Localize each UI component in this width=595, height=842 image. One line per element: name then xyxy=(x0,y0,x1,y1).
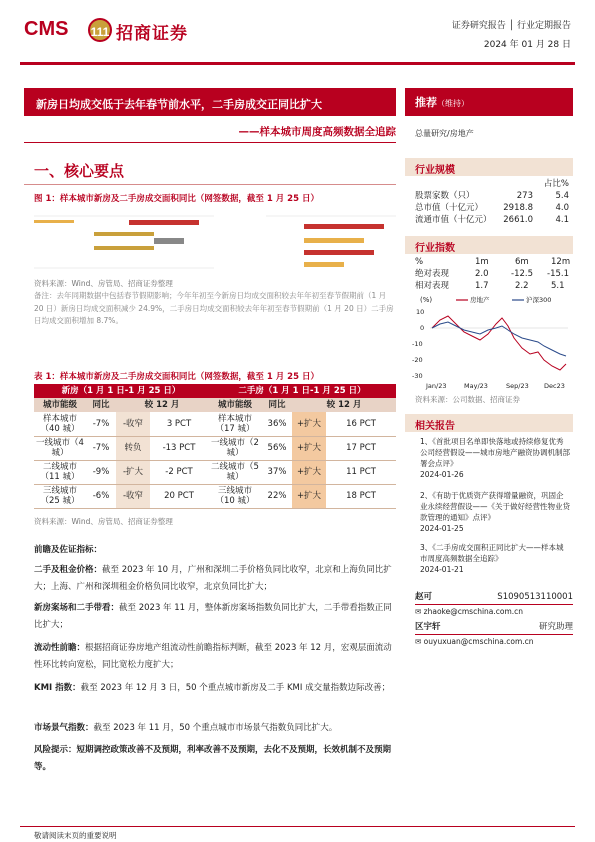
perf-row xyxy=(415,190,573,202)
section-divider xyxy=(24,184,396,185)
analyst-1 xyxy=(415,590,573,619)
idx-row xyxy=(415,268,573,280)
footer-divider xyxy=(20,826,575,827)
industry-size-heading: 行业规模 xyxy=(405,158,573,176)
table-group-header xyxy=(34,384,396,398)
new-home-header: 新房（1 月 1 日-1 月 25 日） xyxy=(34,384,208,398)
para-kmi xyxy=(34,680,396,697)
para-text: 根据招商证券房地产组流动性前瞻指标判断，截至 2023 年 12 月，宏观层面流动性环比转向宽松，同比宽松力度扩大； xyxy=(34,643,392,670)
pct-header xyxy=(415,178,573,190)
table-cell: 三线城市（10 城） xyxy=(208,484,262,508)
para-text: 截至 2023 年 11 月，50 个重点城市市场景气指数负同比扩大。 xyxy=(93,723,338,733)
table-cell: 18 PCT xyxy=(326,484,396,508)
logo-cms: CMS xyxy=(24,18,69,40)
table-cell: 11 PCT xyxy=(326,460,396,484)
footer-note: 敬请阅读末页的重要说明 xyxy=(34,831,117,840)
table-cell: -6% xyxy=(86,484,116,508)
bar-mark xyxy=(94,232,154,236)
table-cell: 17 PCT xyxy=(326,436,396,460)
analyst-email-row: ✉ zhaoke@cmschina.com.cn xyxy=(415,607,524,616)
para-text: 短期调控政策改善不及预期，利率改善不及预期，去化不及预期，长效机制不及预期等。 xyxy=(34,745,392,772)
table-cell: +扩大 xyxy=(292,412,326,436)
report-date: 2024-01-25 xyxy=(420,524,464,533)
idx-col: % xyxy=(415,257,424,267)
table-col-header xyxy=(34,398,396,412)
table-cell: 三线城市（25 城） xyxy=(34,484,86,508)
subtitle-divider xyxy=(24,142,396,143)
col-header: 同比 xyxy=(86,398,116,412)
col-header: 城市能级 xyxy=(208,398,262,412)
chart-unit: (%) xyxy=(420,296,433,304)
perf-key: 股票家数（只） xyxy=(415,191,475,201)
industry-index-heading: 行业指数 xyxy=(405,236,573,254)
header-right xyxy=(452,17,571,55)
report-title[interactable]: 2、《有助于优质资产获得增量融资，巩固企业永续经营假设——《关于做好经营性物业贷款管理的通知》点评》 xyxy=(420,491,570,522)
figure-note: 备注：去年同期数据中包括春节假期影响；今年年初至今新房日均成交面积较去年年初至春节假期前（1 月 20 日）新房日均成交面积减少 24.9%，二手房日均成交面积较去年年初至春节假期前（1 月 20 日）二手房日均成交面积增加 8.7%。 xyxy=(34,291,394,325)
table-cell: -收窄 xyxy=(116,484,150,508)
second-home-header: 二手房（1 月 1 日-1 月 25 日） xyxy=(208,384,396,398)
analyst-id: 研究助理 xyxy=(538,622,573,632)
perf-key: 流通市值（十亿元） xyxy=(415,215,492,225)
doc-date: 2024 年 01 月 28 日 xyxy=(483,40,571,50)
para-visits xyxy=(34,600,396,634)
idx-cell: -12.5 xyxy=(511,269,533,279)
table-cell: 二线城市（5 城） xyxy=(208,460,262,484)
category: 总量研究/房地产 xyxy=(415,129,474,138)
perf-value: 2918.8 xyxy=(503,203,533,213)
table-cell: +扩大 xyxy=(292,460,326,484)
perf-value: 273 xyxy=(516,191,533,201)
idx-col: 1m xyxy=(475,257,489,267)
legend-real-estate: 房地产 xyxy=(470,296,490,304)
report-title[interactable]: 1、《首批项目名单即快落地或持续修复优秀公司经营假设——城市房地产融资协调机制部署会点评》 xyxy=(420,437,570,468)
idx-col: 12m xyxy=(551,257,571,267)
analyst-email[interactable]: zhaoke@cmschina.com.cn xyxy=(423,607,524,616)
legend-mark xyxy=(34,220,74,223)
idx-cell: -15.1 xyxy=(547,269,569,279)
table-cell: 样本城市（40 城） xyxy=(34,412,86,436)
report-item[interactable] xyxy=(420,542,570,575)
logo-cn: 招商证券 xyxy=(116,24,188,44)
y-tick: -30 xyxy=(412,372,423,380)
table-cell: 转负 xyxy=(116,436,150,460)
table-cell: -7% xyxy=(86,436,116,460)
y-tick: 10 xyxy=(416,308,425,316)
table-cell: -13 PCT xyxy=(150,436,208,460)
para-key: KMI 指数： xyxy=(34,683,81,693)
figure-title: 图 1：样本城市新房及二手房成交面积同比（网签数据，截至 1 月 25 日） xyxy=(34,194,319,204)
table-cell: 22% xyxy=(262,484,292,508)
bar-mark xyxy=(304,238,364,243)
figure-1-charts xyxy=(34,208,396,274)
idx-cell: 2.0 xyxy=(475,269,489,279)
index-chart xyxy=(412,294,572,390)
analyst-name: 区宇轩 xyxy=(415,622,441,632)
table-cell: -7% xyxy=(86,412,116,436)
col-header: 城市能级 xyxy=(34,398,86,412)
analyst-email[interactable]: ouyuxuan@cmschina.com.cn xyxy=(423,637,534,646)
rating-box xyxy=(405,88,573,116)
para-liquidity xyxy=(34,640,396,674)
para-sentiment xyxy=(34,720,396,737)
col-header: 较 12 月 xyxy=(292,398,396,412)
analyst-line xyxy=(415,590,573,605)
x-tick: Jan/23 xyxy=(426,382,447,390)
chart-source: 资料来源：公司数据、招商证券 xyxy=(415,395,520,404)
report-item[interactable] xyxy=(420,436,570,480)
x-tick: Dec23 xyxy=(544,382,565,390)
bar-mark xyxy=(304,262,344,267)
idx-header xyxy=(415,256,573,268)
perf-key: 总市值（十亿元） xyxy=(415,203,484,213)
pct-label: 占比% xyxy=(543,179,569,189)
table-cell: +扩大 xyxy=(292,436,326,460)
para-price xyxy=(34,562,396,596)
x-tick: Sep/23 xyxy=(506,382,529,390)
table-row xyxy=(34,436,396,460)
para-text: 截至 2023 年 12 月 3 日，50 个重点城市新房及二手 KMI 成交量指数边际改善； xyxy=(80,683,391,693)
table-cell: 一线城市（4 城） xyxy=(34,436,86,460)
table-cell: 37% xyxy=(262,460,292,484)
bar-mark xyxy=(304,224,384,229)
para-key: 市场景气指数： xyxy=(34,723,94,733)
para-key: 风险提示： xyxy=(34,745,77,755)
table-cell: -2 PCT xyxy=(150,460,208,484)
report-date: 2024-01-26 xyxy=(420,470,464,479)
idx-col: 6m xyxy=(515,257,529,267)
para-text: 截至 2023 年 10 月，广州和深圳二手价格负同比收窄，北京和上海负同比扩大；上海、广州和深圳租金价格负同比收窄，北京负同比扩大； xyxy=(34,565,392,592)
indicator-label: 前瞻及佐证指标： xyxy=(34,545,103,555)
idx-cell: 1.7 xyxy=(475,281,489,291)
analyst-name: 赵可 xyxy=(415,592,433,602)
table-row xyxy=(34,460,396,484)
header-divider xyxy=(20,62,575,65)
table-cell: 20 PCT xyxy=(150,484,208,508)
table-cell: 一线城市（2 城） xyxy=(208,436,262,460)
table-cell: 16 PCT xyxy=(326,412,396,436)
table-cell: 56% xyxy=(262,436,292,460)
idx-row xyxy=(415,280,573,292)
col-header: 较 12 月 xyxy=(116,398,208,412)
bar-mark xyxy=(154,238,184,244)
analyst-2 xyxy=(415,620,573,649)
csi300-line xyxy=(432,322,566,356)
new-home-panel xyxy=(34,208,216,274)
perf-pct: 4.1 xyxy=(555,215,569,225)
y-tick: -10 xyxy=(412,340,423,348)
para-key: 新房案场和二手带看： xyxy=(34,603,120,613)
analyst-line xyxy=(415,620,573,635)
table-cell: -扩大 xyxy=(116,460,150,484)
bar-mark xyxy=(304,250,374,255)
table-cell: 样本城市（17 城） xyxy=(208,412,262,436)
table-source: 资料来源：Wind、房管局、招商证券整理 xyxy=(34,517,173,526)
para-text: 截至 2023 年 11 月，整体新房案场指数负同比扩大，二手带看指数正同比扩大； xyxy=(34,603,392,630)
x-tick: May/23 xyxy=(464,382,488,390)
report-title: 新房日均成交低于去年春节前水平，二手房成交正同比扩大 xyxy=(24,88,396,116)
table-cell: 3 PCT xyxy=(150,412,208,436)
table-row xyxy=(34,484,396,508)
idx-cell: 相对表现 xyxy=(415,281,450,291)
perf-value: 2661.0 xyxy=(503,215,533,225)
para-risk xyxy=(34,742,396,776)
bar-mark xyxy=(94,246,154,250)
perf-pct: 5.4 xyxy=(555,191,569,201)
bar-mark xyxy=(129,220,199,225)
table-title: 表 1：样本城市新房及二手房成交面积同比（网签数据，截至 1 月 25 日） xyxy=(34,372,319,382)
table-cell: -9% xyxy=(86,460,116,484)
doc-type: 证券研究报告 │ 行业定期报告 xyxy=(451,21,571,31)
table-cell: 二线城市（11 城） xyxy=(34,460,86,484)
table-cell: -收窄 xyxy=(116,412,150,436)
report-item[interactable] xyxy=(420,490,570,534)
rating-value: 推荐 xyxy=(415,96,437,109)
table-cell: +扩大 xyxy=(292,484,326,508)
idx-cell: 5.1 xyxy=(551,281,565,291)
figure-source: 资料来源：Wind、房管局、招商证券整理 xyxy=(34,279,173,288)
perf-pct: 4.0 xyxy=(555,203,569,213)
y-tick: 0 xyxy=(420,324,425,332)
rating-sub: （维持） xyxy=(437,99,469,108)
col-header: 同比 xyxy=(262,398,292,412)
section-heading: 一、核心要点 xyxy=(34,162,125,180)
analyst-id: S1090513110001 xyxy=(497,592,573,602)
related-reports-heading: 相关报告 xyxy=(405,414,573,432)
report-title[interactable]: 3、《二手房成交面积正同比扩大——样本城市周度高频数据全追踪》 xyxy=(420,543,564,563)
logo-badge: 111 xyxy=(88,18,112,42)
table-cell: 36% xyxy=(262,412,292,436)
perf-row xyxy=(415,202,573,214)
report-date: 2024-01-21 xyxy=(420,565,464,574)
perf-row xyxy=(415,214,573,226)
data-table xyxy=(34,384,396,509)
idx-cell: 绝对表现 xyxy=(415,269,450,279)
analyst-email-row: ✉ ouyuxuan@cmschina.com.cn xyxy=(415,637,534,646)
para-key: 二手及租金价格： xyxy=(34,565,103,575)
legend-csi300: 沪深300 xyxy=(526,296,552,304)
idx-cell: 2.2 xyxy=(515,281,529,291)
report-subtitle: ——样本城市周度高频数据全追踪 xyxy=(238,126,396,138)
y-tick: -20 xyxy=(412,356,423,364)
para-key: 流动性前瞻： xyxy=(34,643,86,653)
table-row xyxy=(34,412,396,436)
